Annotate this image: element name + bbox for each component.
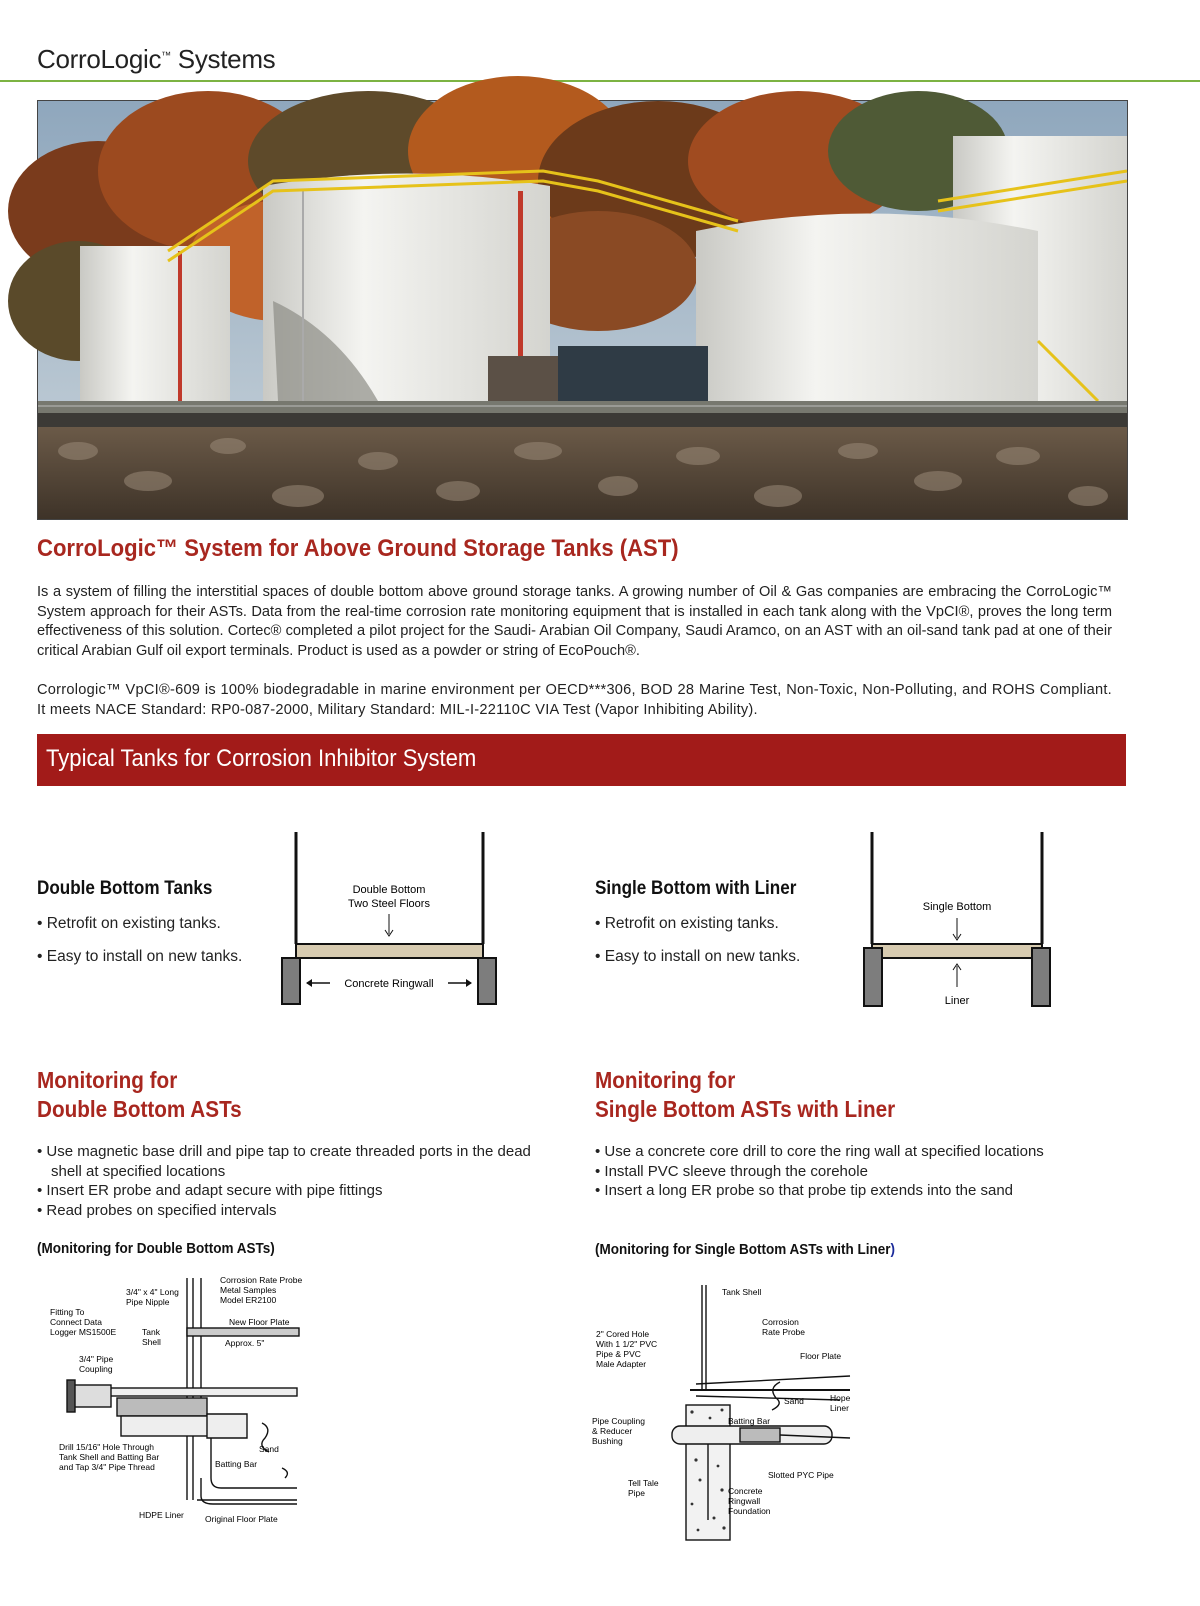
diagram-label: Slotted PYC Pipe	[768, 1470, 834, 1480]
diagram-label: Foundation	[728, 1506, 771, 1516]
diagram-label: With 1 1/2" PVC	[596, 1339, 658, 1349]
monitoring-double-title: Monitoring for Double Bottom ASTs	[37, 1067, 242, 1122]
diagram-label: Concrete Ringwall	[344, 978, 434, 990]
header-rule	[0, 80, 1200, 82]
diagram-label: Pipe Nipple	[126, 1297, 170, 1307]
diagram-label: Drill 15/16" Hole Through	[59, 1442, 154, 1452]
monitoring-single-diagram	[592, 1280, 870, 1540]
list-item: • Insert ER probe and adapt secure with pipe fittings	[37, 1182, 383, 1199]
page-header-title: CorroLogic™ Systems	[37, 44, 276, 74]
diagram-label: Logger MS1500E	[50, 1327, 117, 1337]
diagram-label: Corrosion Rate Probe	[220, 1275, 303, 1285]
diagram-label: Liner	[944, 995, 970, 1007]
diagram-label: Metal Samples	[220, 1285, 277, 1295]
diagram-label: Fitting To	[50, 1307, 85, 1317]
diagram-label: Batting Bar	[215, 1459, 258, 1469]
intro-paragraph-1: Is a system of filling the interstitial spaces of double bottom above ground storage tanks. A growing number of Oil & Gas companies are embracing the CorroLogic™ System approach for their ASTs. Data from the real-time corrosion rate monitoring equipment that is installed in each tank along with the VpCI®, proves the long term effectiveness of this solution. Cortec® completed a pilot project for the Saudi- Arabian Oil Company, Saudi Aramco, on an AST with an oil-sand tank pad at one of their critical Arabian Gulf oil export terminals. Product is used as a powder or string of EcoPouch®.	[37, 584, 1112, 659]
diagram-label: 3/4" Pipe	[79, 1354, 114, 1364]
single-bottom-bullet-2: • Easy to install on new tanks.	[595, 948, 801, 965]
double-bottom-bullet-1: • Retrofit on existing tanks.	[37, 915, 221, 932]
monitoring-single-caption: (Monitoring for Single Bottom ASTs with Liner)	[595, 1241, 895, 1258]
double-bottom-heading: Double Bottom Tanks	[37, 878, 213, 899]
section-banner	[37, 734, 1126, 786]
storage-tanks-illustration	[38, 101, 1127, 519]
monitoring-double-list	[37, 1142, 557, 1220]
diagram-label: Tank Shell	[722, 1287, 762, 1297]
diagram-label: & Reducer	[592, 1426, 633, 1436]
diagram-label: Hope	[830, 1393, 851, 1403]
hero-photo	[37, 100, 1128, 520]
diagram-label: Double Bottom	[352, 884, 426, 896]
diagram-label: Corrosion	[762, 1317, 799, 1327]
diagram-label: Batting Bar	[728, 1416, 771, 1426]
intro-paragraph-2: Corrologic™ VpCI®-609 is 100% biodegradable in marine environment per OECD***306, BOD 28 Marine Test, Non-Toxic, Non-Polluting, and ROHS Compliant. It meets NACE Standard: RP0-087-2000, Military Standard: MIL-I-22110C VIA Test (Vapor Inhibiting Ability).	[37, 682, 1112, 718]
monitoring-single-title: Monitoring for Single Bottom ASTs with Liner	[595, 1067, 896, 1122]
list-item: • Use a concrete core drill to core the ring wall at specified locations	[595, 1143, 1044, 1160]
diagram-label: Model ER2100	[220, 1295, 277, 1305]
diagram-label: Single Bottom	[922, 901, 992, 913]
diagram-label: Two Steel Floors	[348, 898, 430, 910]
list-item: • Read probes on specified intervals	[37, 1201, 277, 1219]
diagram-label: Male Adapter	[596, 1359, 647, 1369]
section-title: CorroLogic™ System for Above Ground Storage Tanks (AST)	[37, 535, 679, 562]
monitoring-single-list	[595, 1142, 1115, 1201]
diagram-label: Tell Tale	[628, 1478, 659, 1488]
diagram-label: Approx. 5"	[225, 1338, 265, 1348]
diagram-label: 3/4" x 4" Long	[126, 1287, 179, 1297]
diagram-label: 2" Cored Hole	[596, 1329, 650, 1339]
diagram-label: Rate Probe	[762, 1327, 805, 1337]
diagram-label: Sand	[259, 1444, 279, 1454]
list-item: • Use magnetic base drill and pipe tap to create threaded ports in the dead shell at specified locations	[37, 1143, 531, 1180]
diagram-label: Bushing	[592, 1436, 623, 1446]
diagram-label: Pipe	[628, 1488, 646, 1498]
diagram-label: and Tap 3/4" Pipe Thread	[59, 1462, 155, 1472]
diagram-label: Pipe Coupling	[592, 1416, 645, 1426]
diagram-label: HDPE Liner	[139, 1510, 184, 1520]
banner-title: Typical Tanks for Corrosion Inhibitor System	[46, 745, 477, 772]
diagram-label: Connect Data	[50, 1317, 102, 1327]
diagram-label: New Floor Plate	[229, 1317, 290, 1327]
diagram-label: Sand	[784, 1396, 804, 1406]
list-item: • Install PVC sleeve through the corehole	[595, 1162, 868, 1180]
diagram-label: Coupling	[79, 1364, 113, 1374]
monitoring-double-caption: (Monitoring for Double Bottom ASTs)	[37, 1240, 275, 1257]
diagram-label: Liner	[830, 1403, 849, 1413]
diagram-label: Tank Shell and Batting Bar	[59, 1452, 160, 1462]
single-bottom-bullet-1: • Retrofit on existing tanks.	[595, 915, 779, 932]
double-bottom-diagram	[280, 832, 500, 1012]
single-bottom-heading: Single Bottom with Liner	[595, 878, 797, 899]
diagram-label: Original Floor Plate	[205, 1514, 278, 1524]
diagram-label: Ringwall	[728, 1496, 761, 1506]
diagram-label: Floor Plate	[800, 1351, 842, 1361]
monitoring-double-diagram	[37, 1268, 357, 1538]
diagram-label: Tank	[142, 1327, 160, 1337]
diagram-label: Shell	[142, 1337, 161, 1347]
diagram-label: Concrete	[728, 1486, 763, 1496]
double-bottom-bullet-2: • Easy to install on new tanks.	[37, 948, 243, 965]
single-bottom-diagram	[862, 832, 1062, 1017]
diagram-label: Pipe & PVC	[596, 1349, 641, 1359]
list-item: • Insert a long ER probe so that probe tip extends into the sand	[595, 1182, 1014, 1199]
